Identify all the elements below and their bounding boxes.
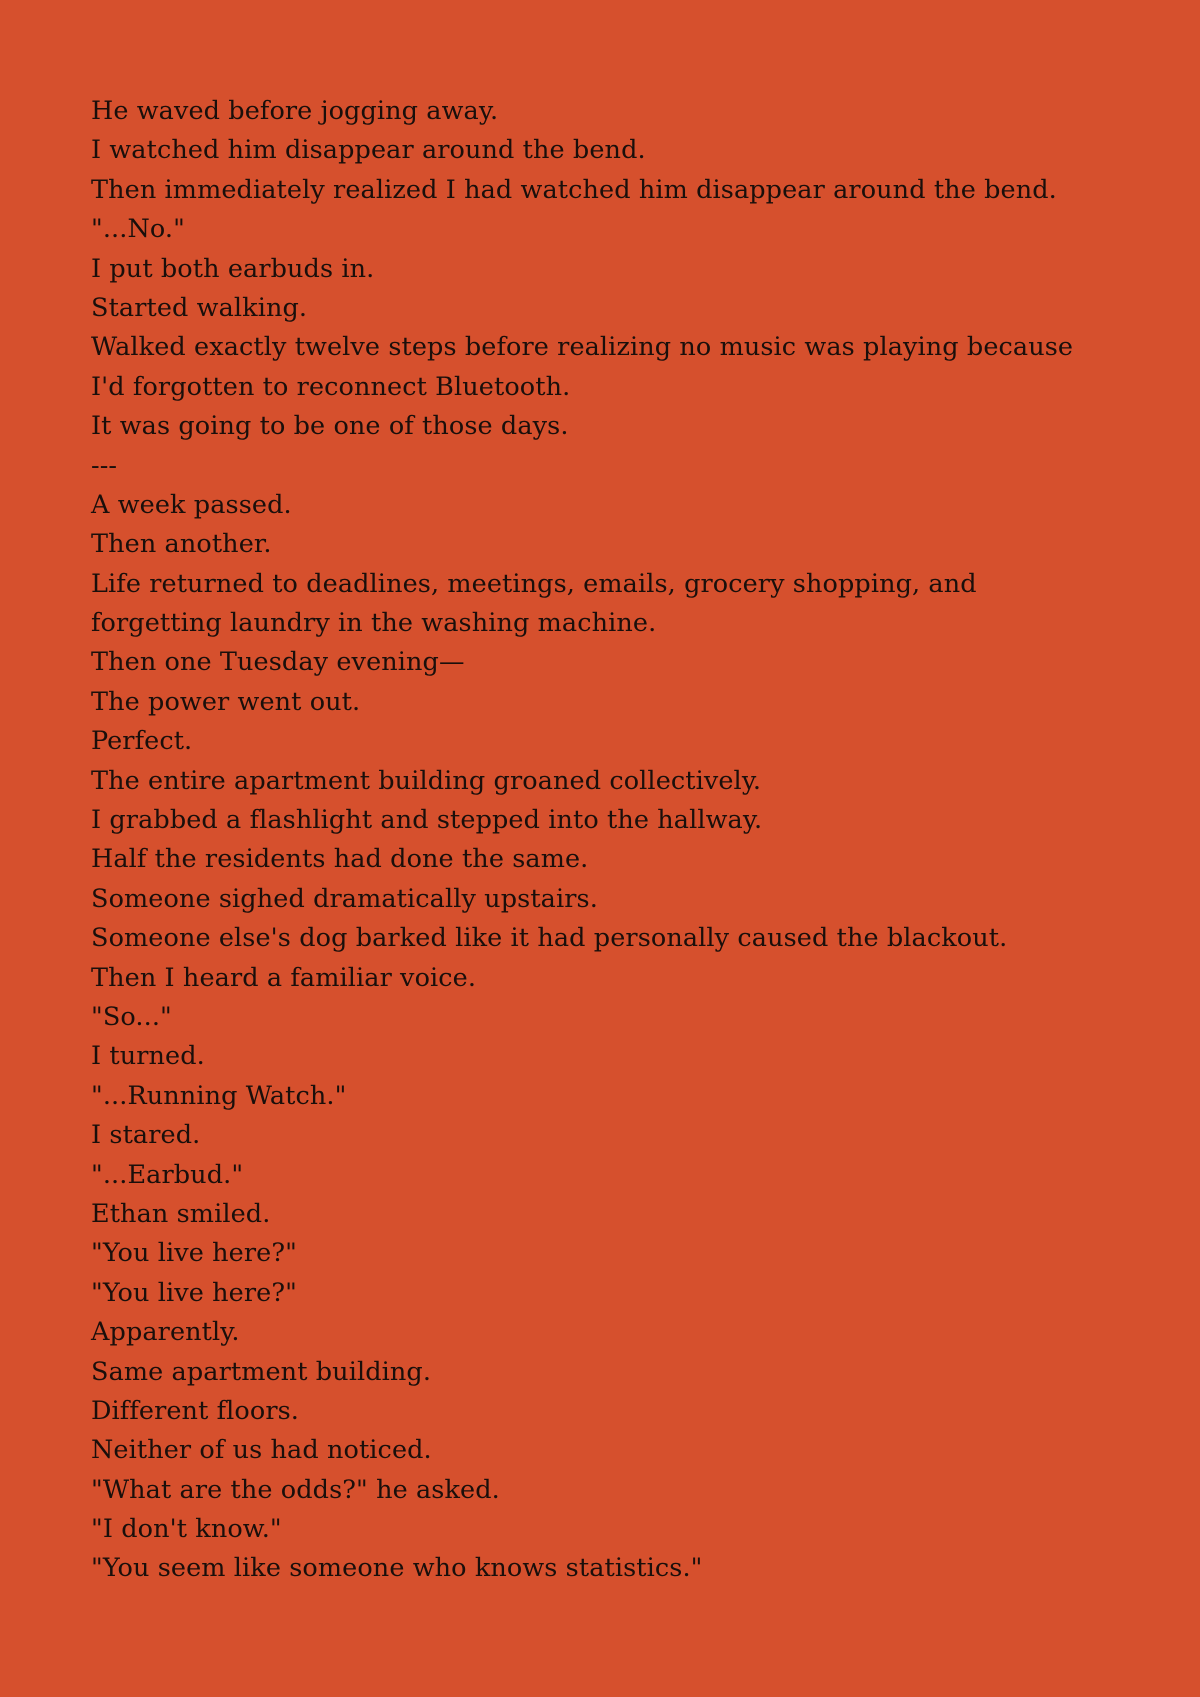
text-line: "...Running Watch." <box>91 1080 347 1111</box>
text-line: The power went out. <box>91 686 361 717</box>
text-line: Ethan smiled. <box>91 1198 271 1229</box>
text-line: I watched him disappear around the bend. <box>91 135 646 166</box>
story-text <box>91 92 1140 1589</box>
text-line: Someone else's dog barked like it had personally caused the blackout. <box>91 923 1008 954</box>
text-line: I turned. <box>91 1041 205 1072</box>
text-line: "You live here?" <box>91 1238 297 1269</box>
text-line: Neither of us had noticed. <box>91 1435 432 1466</box>
text-line: Then immediately realized I had watched him disappear around the bend. <box>91 174 1057 205</box>
text-line: Then I heard a familiar voice. <box>91 962 477 993</box>
text-line: Perfect. <box>91 726 193 757</box>
text-line: "You seem like someone who knows statistics." <box>91 1553 703 1584</box>
text-line: It was going to be one of those days. <box>91 411 569 442</box>
text-line: Walked exactly twelve steps before realizing no music was playing because <box>91 332 1074 363</box>
text-line: A week passed. <box>91 489 292 520</box>
text-line: Different floors. <box>91 1395 300 1426</box>
scene-break: --- <box>91 450 118 481</box>
text-line: I'd forgotten to reconnect Bluetooth. <box>91 371 571 402</box>
text-line: Someone sighed dramatically upstairs. <box>91 883 598 914</box>
text-line: Started walking. <box>91 292 308 323</box>
text-line: Then one Tuesday evening— <box>91 647 465 678</box>
text-line: "What are the odds?" he asked. <box>91 1474 500 1505</box>
text-line: forgetting laundry in the washing machine. <box>91 608 657 639</box>
text-line: "...Earbud." <box>91 1159 244 1190</box>
text-line: "You live here?" <box>91 1277 297 1308</box>
text-line: Same apartment building. <box>91 1356 432 1387</box>
text-line: "So..." <box>91 1001 172 1032</box>
text-line: Half the residents had done the same. <box>91 844 589 875</box>
text-line: Life returned to deadlines, meetings, emails, grocery shopping, and <box>91 568 977 599</box>
text-line: "I don't know." <box>91 1514 282 1545</box>
text-line: I put both earbuds in. <box>91 253 375 284</box>
text-line: "...No." <box>91 214 185 245</box>
text-line: Apparently. <box>91 1317 240 1348</box>
text-line: Then another. <box>91 529 272 560</box>
text-line: I grabbed a flashlight and stepped into the hallway. <box>91 805 763 836</box>
text-line: I stared. <box>91 1120 201 1151</box>
text-line: The entire apartment building groaned collectively. <box>91 765 762 796</box>
text-line: He waved before jogging away. <box>91 96 499 126</box>
